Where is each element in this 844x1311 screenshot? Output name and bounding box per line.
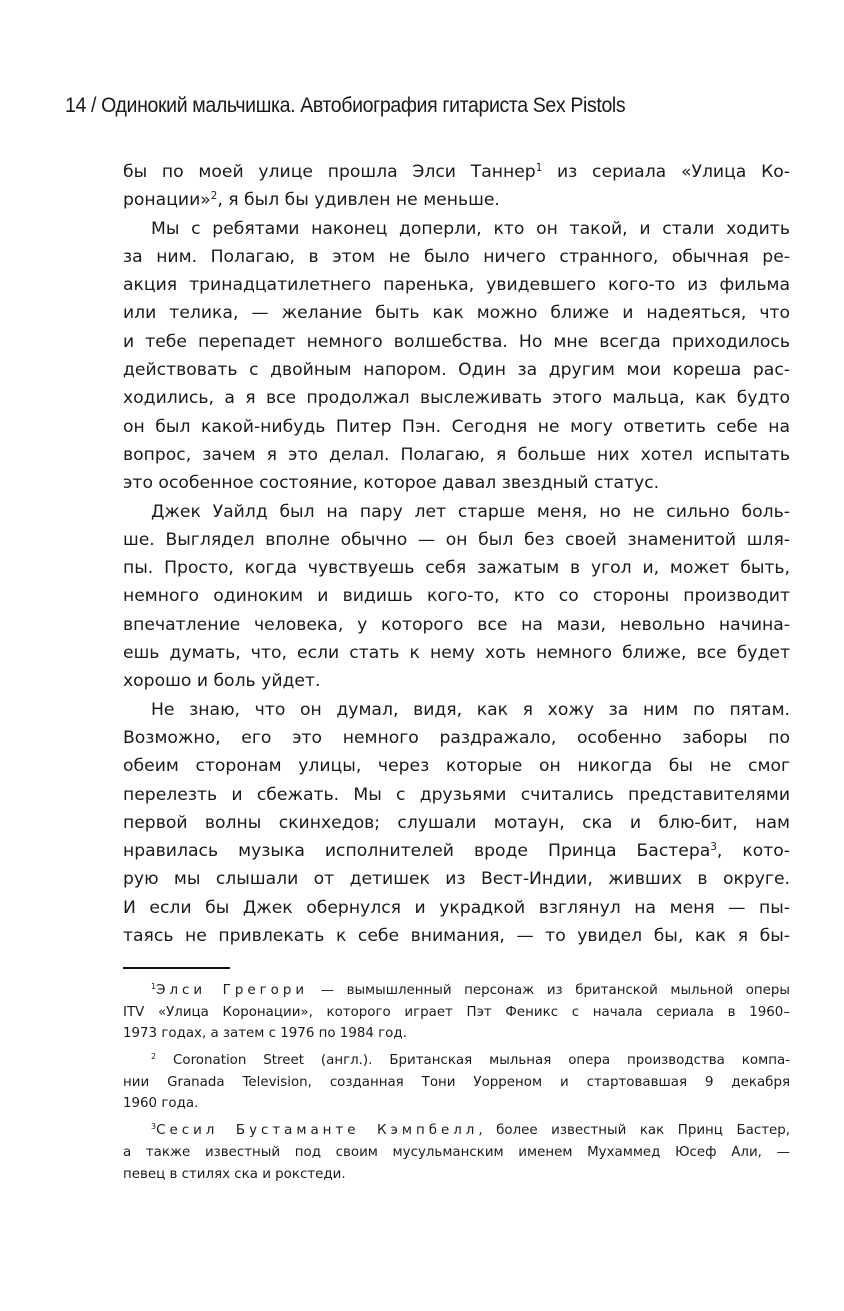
- line-text: или телика, — желание быть как можно ближе и надеяться, что: [123, 303, 790, 324]
- text-line: [123, 271, 790, 299]
- line-text: таясь не привлекать к себе внимания, — то увидел бы, как я бы-: [123, 926, 790, 947]
- text-line: [123, 980, 790, 1002]
- line-content: [123, 158, 790, 186]
- line-text: ронации»: [123, 190, 211, 211]
- line-text: нии Granada Television, созданная Тони Уорреном и стартовавшая 9 декабря: [123, 1074, 790, 1090]
- text-line: [123, 158, 790, 186]
- line-text: 1973 годах, а затем с 1976 по 1984 год.: [123, 1026, 407, 1042]
- footnote: [123, 980, 790, 1045]
- body-text: [123, 158, 790, 950]
- paragraph: [123, 696, 790, 951]
- line-text: певец в стилях ска и рокстеди.: [123, 1166, 346, 1182]
- line-text: рую мы слышали от детишек из Вест-Индии, живших в округе.: [123, 869, 790, 890]
- line-content: [123, 837, 790, 865]
- text-line: [123, 299, 790, 327]
- text-line: [123, 413, 790, 441]
- line-content: [123, 1093, 790, 1115]
- text-line: [123, 328, 790, 356]
- line-content: [123, 894, 790, 922]
- line-content: [123, 356, 790, 384]
- text-line: [123, 1072, 790, 1094]
- text-line: [123, 1050, 790, 1072]
- text-line: [123, 498, 790, 526]
- line-content: [123, 186, 790, 214]
- line-text: акция тринадцатилетнего паренька, увидевшего кого-то из фильма: [123, 275, 790, 296]
- line-content: [123, 639, 790, 667]
- line-text: это особенное состояние, которое давал звездный статус.: [123, 473, 660, 494]
- line-content: [123, 667, 790, 695]
- footnote-name: Сесил Бустаманте Кэмпбелл: [156, 1123, 479, 1139]
- line-content: [123, 1072, 790, 1094]
- footnote-name: Элси Грегори: [156, 983, 309, 998]
- line-text: обеим сторонам улицы, через которые он никогда бы не смог: [123, 756, 790, 777]
- line-content: [123, 299, 790, 327]
- footnote-marker: 3: [151, 1122, 157, 1132]
- line-content: [123, 611, 790, 639]
- line-text: Мы с ребятами наконец доперли, кто он такой, и стали ходить: [151, 218, 790, 239]
- footnote: [123, 1050, 790, 1115]
- footnote-marker: 2: [151, 1052, 157, 1062]
- text-line: [123, 1093, 790, 1115]
- line-content: [123, 1142, 790, 1164]
- line-content: [123, 752, 790, 780]
- line-text: ходились, а я все продолжал выслеживать этого мальца, как будто: [123, 388, 790, 409]
- text-line: [123, 215, 790, 243]
- line-content: [123, 724, 790, 752]
- footnote: [123, 1120, 790, 1185]
- line-content: [151, 696, 790, 724]
- line-content: [123, 271, 790, 299]
- line-content: [123, 781, 790, 809]
- line-text: ше. Выглядел вполне обычно — он был без своей знаменитой шля-: [123, 529, 790, 550]
- text-line: [123, 611, 790, 639]
- line-text: , я был бы удивлен не меньше.: [217, 190, 500, 211]
- line-content: [123, 384, 790, 412]
- line-content: [123, 469, 790, 497]
- footnote-reference: 1: [535, 161, 543, 174]
- line-content: [123, 554, 790, 582]
- line-text: , более известный как Принц Бастер,: [478, 1123, 790, 1139]
- line-content: [123, 809, 790, 837]
- text-line: [123, 1142, 790, 1164]
- line-text: немного одиноким и видишь кого-то, кто со стороны производит: [123, 586, 790, 607]
- text-line: [123, 1120, 790, 1142]
- text-line: [123, 837, 790, 865]
- line-content: [151, 1050, 790, 1072]
- paragraph: [123, 498, 790, 696]
- text-line: [123, 667, 790, 695]
- footnote-divider: [123, 967, 230, 969]
- line-text: , кото-: [716, 841, 790, 862]
- line-content: [123, 441, 790, 469]
- text-line: [123, 922, 790, 950]
- line-content: [123, 413, 790, 441]
- text-line: [123, 384, 790, 412]
- line-content: [123, 922, 790, 950]
- line-text: нравилась музыка исполнителей вроде Принца Бастера: [123, 841, 711, 862]
- line-text: за ним. Полагаю, в этом не было ничего странного, обычная ре-: [123, 246, 790, 267]
- footnotes: [123, 980, 790, 1190]
- line-content: [123, 526, 790, 554]
- line-content: [123, 1023, 790, 1045]
- text-line: [123, 752, 790, 780]
- line-content: [151, 980, 790, 1002]
- text-line: [123, 696, 790, 724]
- line-text: перелезть и сбежать. Мы с друзьями считались представителями: [123, 784, 790, 805]
- line-content: [123, 243, 790, 271]
- footnote-reference: 2: [210, 190, 218, 203]
- line-text: из сериала «Улица Ко-: [542, 162, 790, 182]
- line-text: он был какой-нибудь Питер Пэн. Сегодня не могу ответить себе на: [123, 416, 790, 437]
- line-content: [123, 582, 790, 610]
- line-text: Coronation Street (англ.). Британская мыльная опера производства компа-: [156, 1053, 790, 1069]
- line-content: [123, 865, 790, 893]
- line-text: первой волны скинхедов; слушали мотаун, ска и блю-бит, нам: [123, 812, 790, 833]
- line-text: — вымышленный персонаж из британской мыльной оперы: [308, 983, 790, 998]
- footnote-reference: 3: [710, 840, 717, 853]
- line-text: хорошо и боль уйдет.: [123, 671, 321, 692]
- line-text: И если бы Джек обернулся и украдкой взглянул на меня — пы-: [123, 897, 790, 918]
- line-text: ешь думать, что, если стать к нему хоть немного ближе, все будет: [123, 643, 790, 664]
- text-line: [123, 356, 790, 384]
- line-content: [123, 328, 790, 356]
- text-line: [123, 809, 790, 837]
- text-line: [123, 865, 790, 893]
- line-text: впечатление человека, у которого все на мази, невольно начина-: [123, 614, 790, 635]
- running-header: 14 / Одинокий мальчишка. Автобиография гитариста Sex Pistols: [65, 94, 626, 117]
- line-text: ITV «Улица Коронации», которого играет Пэт Феникс с начала сериала в 1960–: [123, 1004, 790, 1020]
- line-content: [123, 1002, 790, 1024]
- line-content: [123, 1164, 790, 1186]
- text-line: [123, 639, 790, 667]
- text-line: [123, 724, 790, 752]
- text-line: [123, 526, 790, 554]
- text-line: [123, 894, 790, 922]
- line-content: [151, 215, 790, 243]
- text-line: [123, 1023, 790, 1045]
- line-text: а также известный под своим мусульманским именем Мухаммед Юсеф Али, —: [123, 1144, 790, 1160]
- text-line: [123, 243, 790, 271]
- text-line: [123, 1164, 790, 1186]
- line-text: вопрос, зачем я это делал. Полагаю, я больше них хотел испытать: [123, 444, 790, 465]
- text-line: [123, 554, 790, 582]
- text-line: [123, 1002, 790, 1024]
- line-text: Возможно, его это немного раздражало, особенно заборы по: [123, 727, 790, 748]
- line-text: Не знаю, что он думал, видя, как я хожу за ним по пятам.: [151, 699, 790, 720]
- paragraph: [123, 158, 790, 215]
- line-text: действовать с двойным напором. Один за другим мои кореша рас-: [123, 360, 790, 381]
- text-line: [123, 469, 790, 497]
- text-line: [123, 186, 790, 214]
- line-text: бы по моей улице прошла Элси Таннер: [123, 162, 536, 182]
- footnote-marker: 1: [151, 982, 157, 992]
- text-line: [123, 781, 790, 809]
- text-line: [123, 582, 790, 610]
- line-text: и тебе перепадет немного волшебства. Но мне всегда приходилось: [123, 331, 790, 352]
- line-content: [151, 1120, 790, 1142]
- paragraph: [123, 215, 790, 498]
- line-text: 1960 года.: [123, 1096, 199, 1112]
- line-content: [151, 498, 790, 526]
- line-text: Джек Уайлд был на пару лет старше меня, но не сильно боль-: [151, 501, 790, 522]
- line-text: пы. Просто, когда чувствуешь себя зажатым в угол и, может быть,: [123, 558, 790, 579]
- text-line: [123, 441, 790, 469]
